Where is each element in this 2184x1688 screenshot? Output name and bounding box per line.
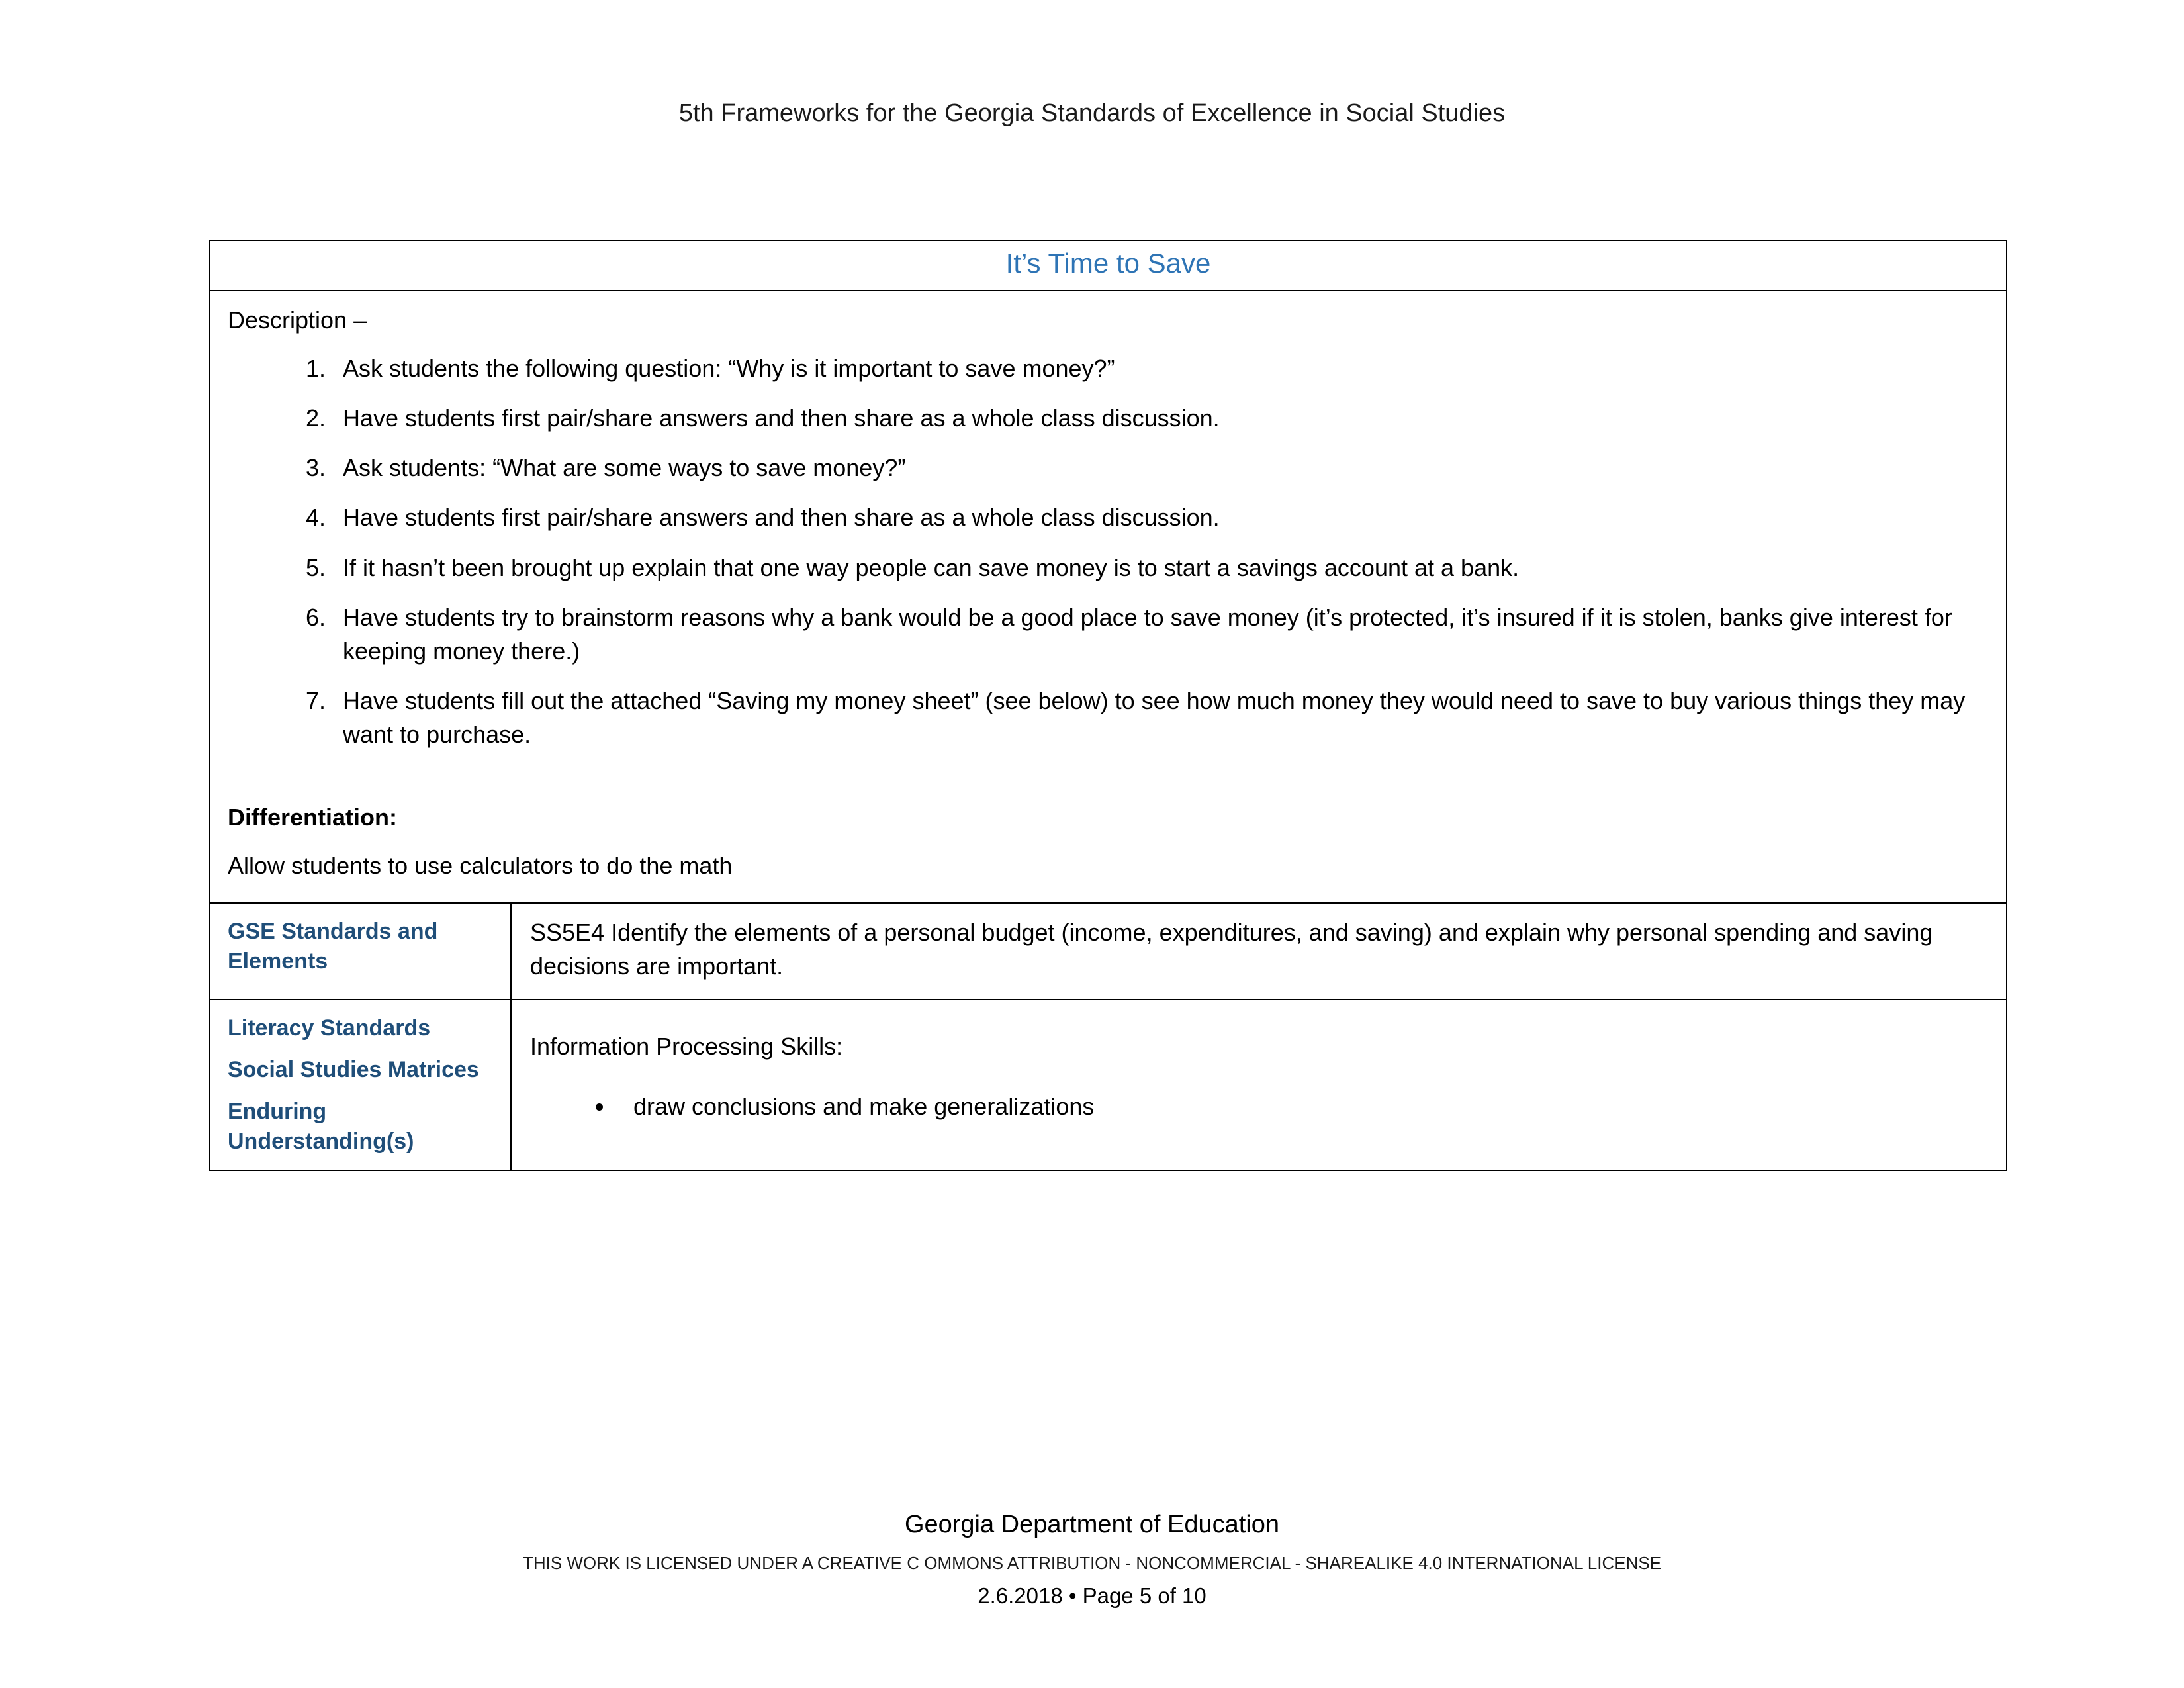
gse-standards-row — [210, 902, 2006, 999]
differentiation-text: Allow students to use calculators to do the math — [228, 852, 733, 880]
literacy-standards-label — [210, 1000, 512, 1170]
description-label: Description – — [228, 306, 367, 334]
steps-list — [228, 352, 1987, 751]
footer-license: THIS WORK IS LICENSED UNDER A CREATIVE C OMMONS ATTRIBUTION - NONCOMMERCIAL - SHAREALIKE 4.0 INTERNATIONAL LICENSE — [522, 1553, 1662, 1573]
step-item: 4. Have students first pair/share answers and then share as a whole class discussion. — [332, 500, 1974, 534]
step-item: 7. Have students fill out the attached “Saving my money sheet” (see below) to see how much money they would need to save to buy various things they may want to purchase. — [332, 684, 1974, 751]
step-item: 3. Ask students: “What are some ways to save money?” — [332, 451, 1974, 485]
information-processing-cell — [512, 1000, 2006, 1170]
lesson-title-row — [210, 241, 2006, 291]
step-item: 6. Have students try to brainstorm reasons why a bank would be a good place to save money (it’s protected, it’s insured if it is stolen, banks give interest for keeping money there.) — [332, 600, 1974, 668]
skill-bullet-item: • draw conclusions and make generalizations — [615, 1090, 1986, 1123]
step-item: 5. If it hasn’t been brought up explain that one way people can save money is to start a savings account at a bank. — [332, 551, 1974, 585]
page-header: 5th Frameworks for the Georgia Standards of Excellence in Social Studies — [678, 99, 1506, 127]
description-cell — [210, 291, 2006, 902]
lesson-table — [209, 240, 2007, 1171]
gse-standards-text: SS5E4 Identify the elements of a personal budget (income, expenditures, and saving) and explain why personal spending and saving decisions are important. — [530, 919, 1933, 980]
footer-organization: Georgia Department of Education — [904, 1511, 1280, 1538]
information-processing-heading: Information Processing Skills: — [530, 1033, 843, 1060]
footer-page-info: 2.6.2018 • Page 5 of 10 — [978, 1583, 1206, 1608]
skills-list — [530, 1090, 1986, 1123]
literacy-standards-label-line: Literacy Standards — [228, 1015, 431, 1041]
enduring-understandings-label-line: Enduring Understanding(s) — [228, 1099, 414, 1154]
lesson-title: It’s Time to Save — [1005, 248, 1211, 279]
differentiation-heading: Differentiation: — [228, 804, 397, 831]
step-item: 1. Ask students the following question: “Why is it important to save money?” — [332, 352, 1974, 385]
step-item: 2. Have students first pair/share answers and then share as a whole class discussion. — [332, 401, 1974, 435]
social-studies-matrices-label-line: Social Studies Matrices — [228, 1057, 479, 1083]
literacy-standards-row — [210, 999, 2006, 1170]
gse-standards-label: GSE Standards and Elements — [210, 904, 512, 999]
